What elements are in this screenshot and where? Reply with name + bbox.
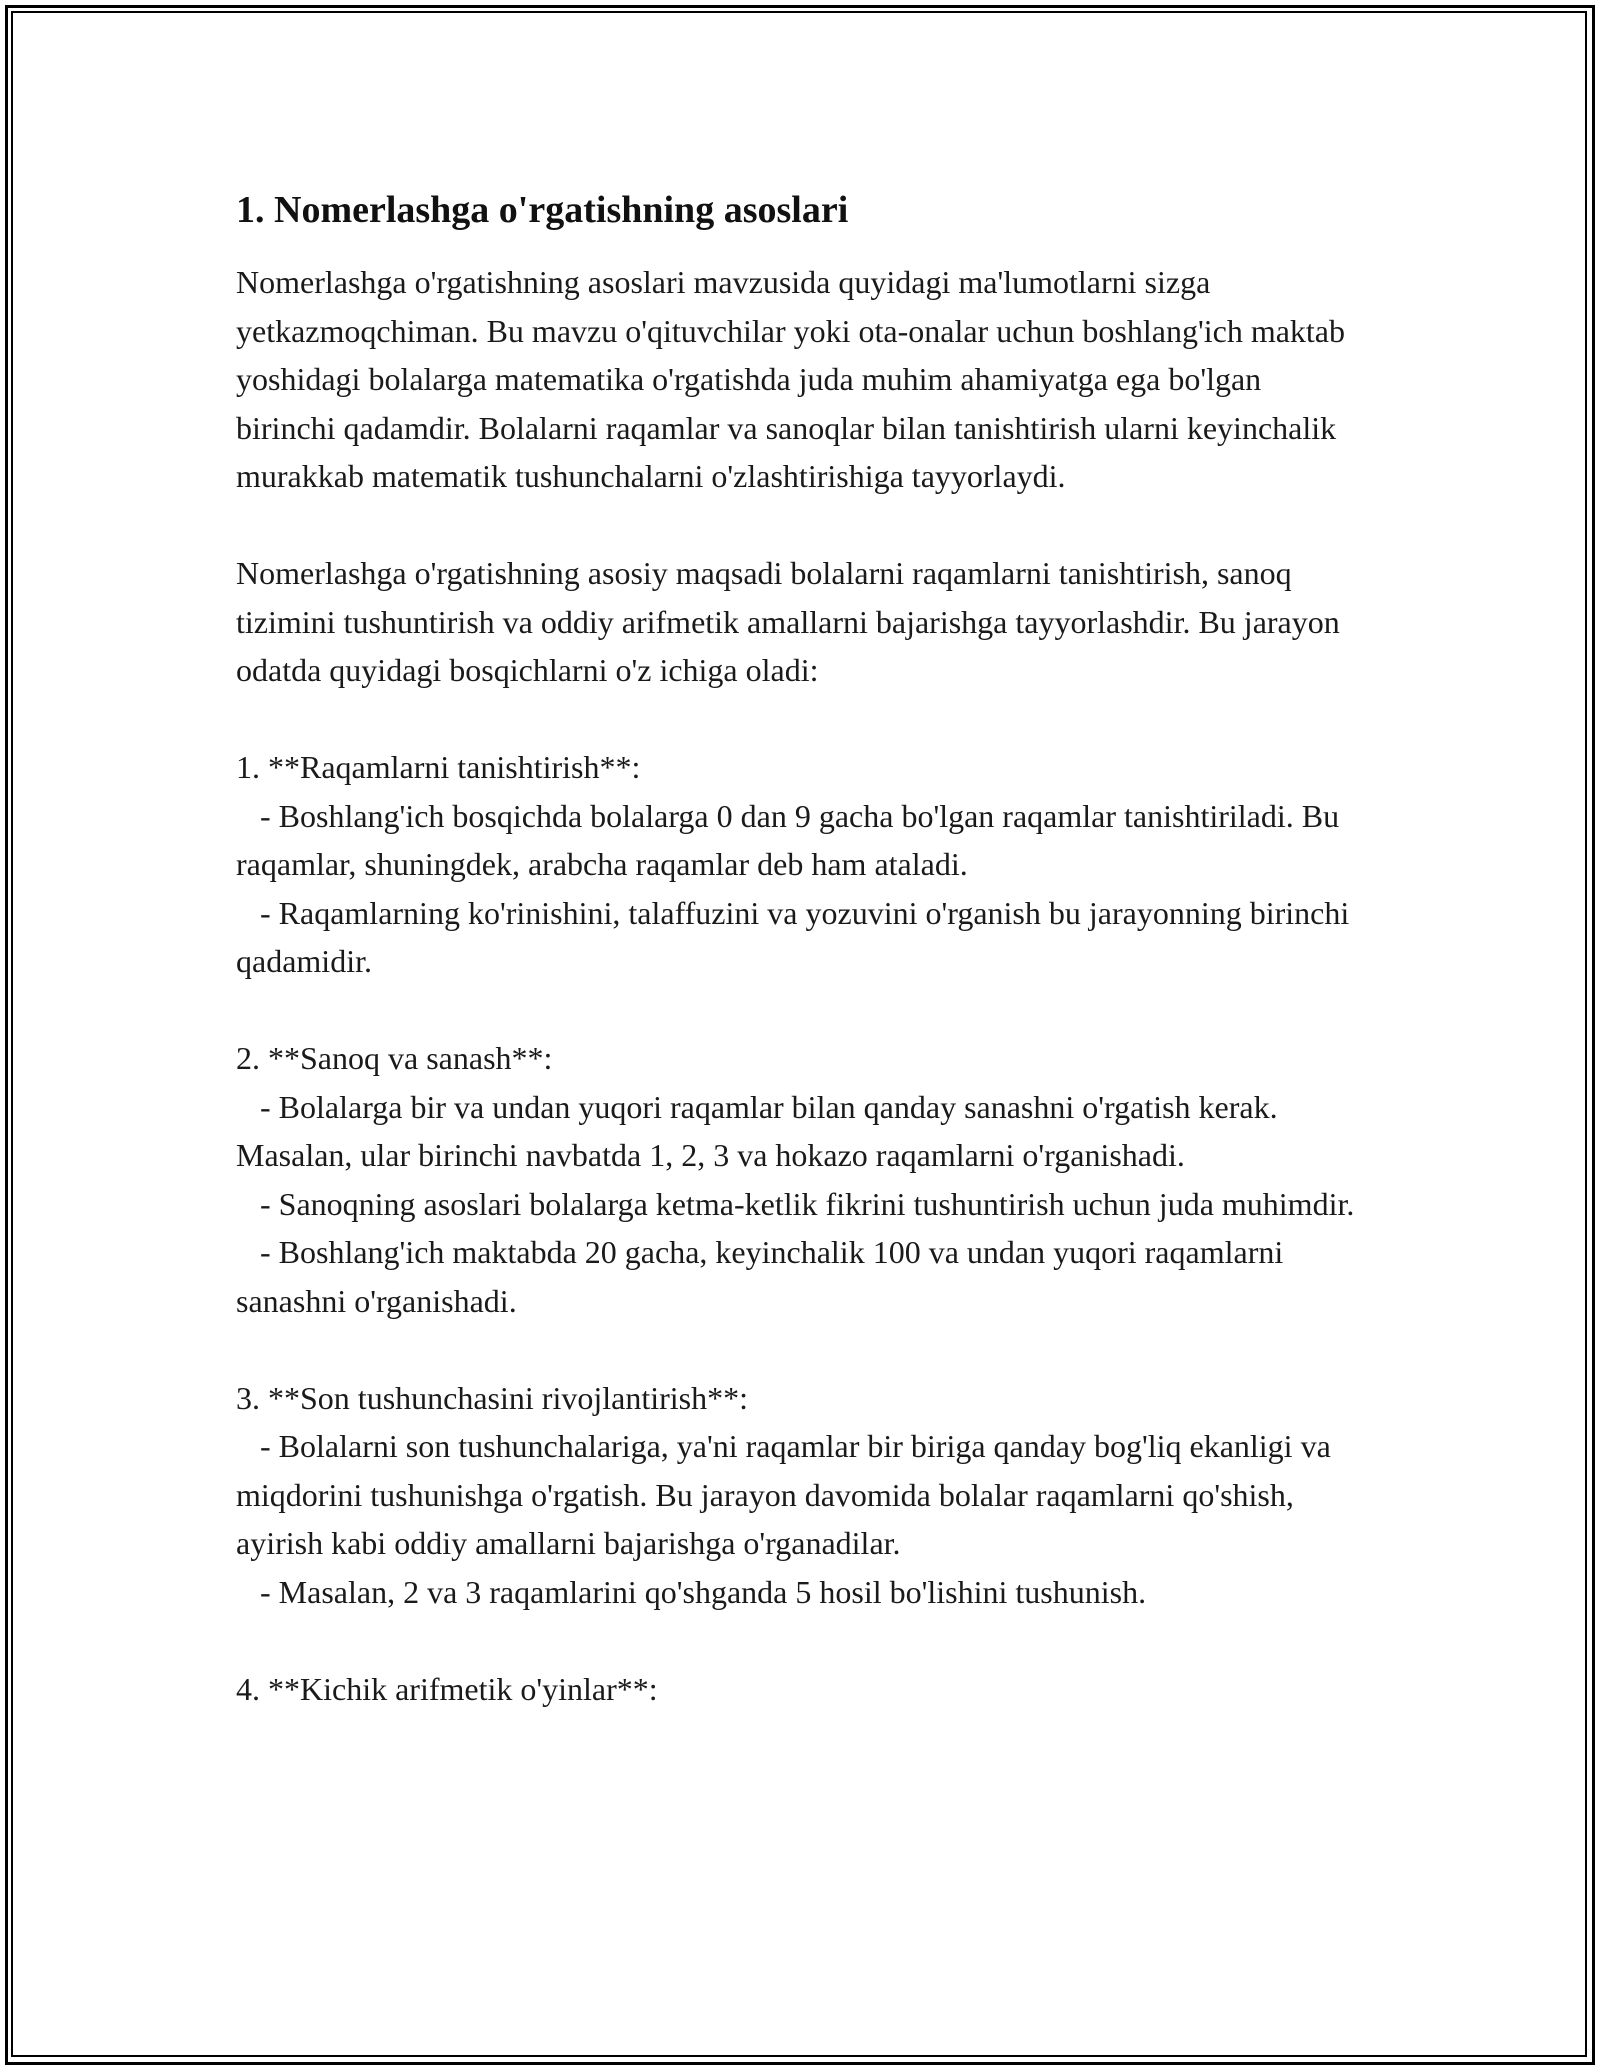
paragraph-gap xyxy=(236,1325,1366,1374)
paragraph-gap xyxy=(236,695,1366,744)
section-heading: 1. Nomerlashga o'rgatishning asoslari xyxy=(236,189,849,231)
intro-paragraph: Nomerlashga o'rgatishning asoslari mavzusida quyidagi ma'lumotlarni sizga yetkazmoqchiman. Bu mavzu o'qituvchilar yoki ota-onalar uchun boshlang'ich maktab yoshidagi bolalarga matematika o'rgatishda juda muhim ahamiyatga ega bo'lgan birinchi qadamdir. Bolalarni raqamlar va sanoqlar bilan tanishtirish ularni keyinchalik murakkab matematik tushunchalarni o'zlashtirishiga tayyorlaydi. xyxy=(236,264,1353,494)
purpose-paragraph: Nomerlashga o'rgatishning asosiy maqsadi bolalarni raqamlarni tanishtirish, sanoq tizimini tushuntirish va oddiy arifmetik amallarni bajarishga tayyorlashdir. Bu jarayon odatda quyidagi bosqichlarni o'z ichiga oladi: xyxy=(236,555,1348,688)
paragraph-gap xyxy=(236,1616,1366,1665)
list-item-raqamlar: 1. **Raqamlarni tanishtirish**: - Boshlang'ich bosqichda bolalarga 0 dan 9 gacha bo'lgan raqamlar tanishtiriladi. Bu raqamlar, shuningdek, arabcha raqamlar deb ham ataladi. - Raqamlarning ko'rinishini, talaffuzini va yozuvini o'rganish bu jarayonning birinchi qadamidir. xyxy=(236,749,1350,979)
document-body xyxy=(236,186,1366,1713)
list-item-son: 3. **Son tushunchasini rivojlantirish**: - Bolalarni son tushunchalariga, ya'ni raqamlar bir biriga qanday bog'liq ekanligi va miqdorini tushunishga o'rgatish. Bu jarayon davomida bolalar raqamlarni qo'shish, ayirish kabi oddiy amallarni bajarishga o'rganadilar. - Masalan, 2 va 3 raqamlarini qo'shganda 5 hosil bo'lishini tushunish. xyxy=(236,1379,1331,1610)
paragraph-gap xyxy=(236,986,1366,1035)
list-item-sanoq: 2. **Sanoq va sanash**: - Bolalarga bir va undan yuqori raqamlar bilan qanday sanashni o'rgatish kerak. Masalan, ular birinchi navbatda 1, 2, 3 va hokazo raqamlarni o'rganishadi. - Sanoqning asoslari bolalarga ketma-ketlik fikrini tushuntirish uchun juda muhimdir. - Boshlang'ich maktabda 20 gacha, keyinchalik 100 va undan yuqori raqamlarni sanashni o'rganishadi. xyxy=(236,1040,1355,1319)
list-item-oyinlar: 4. **Kichik arifmetik o'yinlar**: xyxy=(236,1670,658,1707)
paragraph-gap xyxy=(236,501,1366,550)
